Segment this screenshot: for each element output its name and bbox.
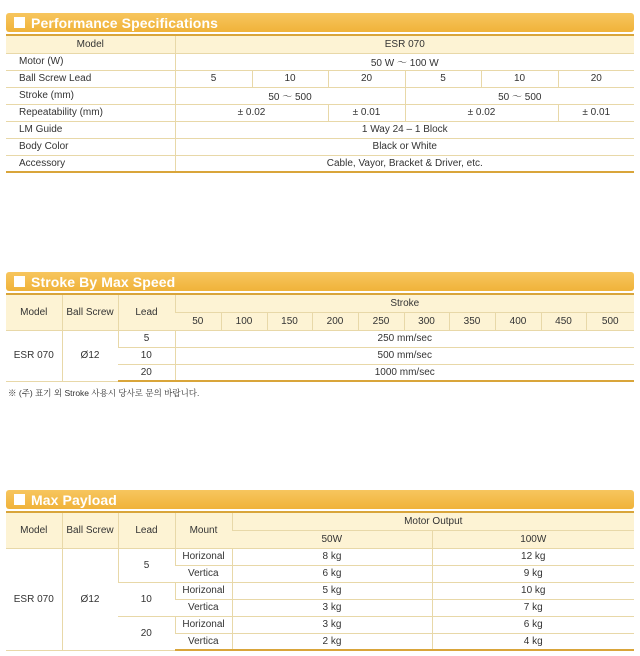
performance-spec-section	[6, 13, 634, 173]
row-label: Repeatability (mm)	[6, 104, 175, 121]
lead-cell: 5	[118, 548, 175, 582]
cell-value: 5	[175, 70, 252, 87]
table-row	[6, 294, 634, 312]
stroke-column-header: 400	[495, 312, 541, 330]
mount-cell: Vertica	[175, 599, 232, 616]
cell-value: ± 0.01	[558, 104, 634, 121]
row-label: Motor (W)	[6, 53, 175, 70]
mount-cell: Horizonal	[175, 582, 232, 599]
table-row	[6, 35, 634, 53]
model-header: Model	[6, 294, 62, 330]
payload-cell: 2 kg	[232, 633, 432, 650]
cell-value: 10	[481, 70, 558, 87]
table-row	[6, 87, 634, 104]
cell-value: ± 0.02	[405, 104, 558, 121]
table-row	[6, 512, 634, 530]
stroke-column-header: 150	[267, 312, 312, 330]
stroke-speed-section	[6, 272, 634, 382]
payload-cell: 5 kg	[232, 582, 432, 599]
payload-cell: 7 kg	[432, 599, 634, 616]
lead-header: Lead	[118, 512, 175, 548]
mount-header: Mount	[175, 512, 232, 548]
section-header-bar	[6, 13, 634, 32]
section-title: Stroke By Max Speed	[31, 273, 176, 290]
lead-cell: 20	[118, 364, 175, 381]
table-row	[6, 155, 634, 172]
cell-value: Cable, Vayor, Bracket & Driver, etc.	[175, 155, 634, 172]
table-row	[6, 548, 634, 565]
row-label: LM Guide	[6, 121, 175, 138]
square-bullet-icon	[14, 276, 25, 287]
stroke-column-header: 300	[404, 312, 449, 330]
ball-screw-cell: Ø12	[62, 548, 118, 650]
ball-screw-header: Ball Screw	[62, 294, 118, 330]
payload-cell: 6 kg	[232, 565, 432, 582]
table-row	[6, 104, 634, 121]
cell-value: 50 W ～ 100 W	[175, 53, 634, 70]
cell-value: 20	[328, 70, 405, 87]
cell-value: 50 ～ 500	[405, 87, 634, 104]
stroke-header: Stroke	[175, 294, 634, 312]
model-value: ESR 070	[175, 35, 634, 53]
row-label: Ball Screw Lead	[6, 70, 175, 87]
cell-value: ± 0.02	[175, 104, 328, 121]
stroke-column-header: 500	[586, 312, 634, 330]
payload-cell: 10 kg	[432, 582, 634, 599]
cell-value: 10	[252, 70, 328, 87]
lead-cell: 5	[118, 330, 175, 347]
motor-output-header: Motor Output	[232, 512, 634, 530]
table-row	[6, 121, 634, 138]
cell-value: 50 ～ 500	[175, 87, 405, 104]
section-header-bar	[6, 272, 634, 291]
section-title: Max Payload	[31, 491, 117, 508]
model-cell: ESR 070	[6, 330, 62, 381]
payload-cell: 12 kg	[432, 548, 634, 565]
model-cell: ESR 070	[6, 548, 62, 650]
model-header: Model	[6, 512, 62, 548]
lead-header: Lead	[118, 294, 175, 330]
speed-cell: 250 mm/sec	[175, 330, 634, 347]
row-label: Accessory	[6, 155, 175, 172]
mount-cell: Horizonal	[175, 616, 232, 633]
row-label: Stroke (mm)	[6, 87, 175, 104]
stroke-column-header: 200	[312, 312, 358, 330]
stroke-column-header: 50	[175, 312, 221, 330]
stroke-column-header: 100	[221, 312, 267, 330]
ball-screw-header: Ball Screw	[62, 512, 118, 548]
stroke-speed-table	[6, 293, 634, 382]
speed-cell: 1000 mm/sec	[175, 364, 634, 381]
stroke-column-header: 450	[541, 312, 586, 330]
lead-cell: 20	[118, 616, 175, 650]
section-title: Performance Specifications	[31, 14, 218, 31]
mount-cell: Horizonal	[175, 548, 232, 565]
payload-cell: 4 kg	[432, 633, 634, 650]
table-row	[6, 330, 634, 347]
max-payload-section	[6, 490, 634, 651]
section-header-bar	[6, 490, 634, 509]
payload-cell: 8 kg	[232, 548, 432, 565]
model-header: Model	[6, 35, 175, 53]
cell-value: Black or White	[175, 138, 634, 155]
mount-cell: Vertica	[175, 633, 232, 650]
footnote: ※ (주) 표기 외 Stroke 사용시 당사로 문의 바랍니다.	[8, 388, 200, 398]
cell-value: 20	[558, 70, 634, 87]
lead-cell: 10	[118, 582, 175, 616]
table-row	[6, 70, 634, 87]
performance-spec-table	[6, 34, 634, 173]
speed-cell: 500 mm/sec	[175, 347, 634, 364]
ball-screw-cell: Ø12	[62, 330, 118, 381]
cell-value: ± 0.01	[328, 104, 405, 121]
stroke-column-header: 350	[449, 312, 495, 330]
payload-cell: 3 kg	[232, 616, 432, 633]
square-bullet-icon	[14, 494, 25, 505]
cell-value: 5	[405, 70, 481, 87]
payload-cell: 6 kg	[432, 616, 634, 633]
mount-cell: Vertica	[175, 565, 232, 582]
table-row	[6, 53, 634, 70]
table-row	[6, 138, 634, 155]
lead-cell: 10	[118, 347, 175, 364]
stroke-column-header: 250	[358, 312, 404, 330]
50w-header: 50W	[232, 530, 432, 548]
square-bullet-icon	[14, 17, 25, 28]
row-label: Body Color	[6, 138, 175, 155]
cell-value: 1 Way 24 – 1 Block	[175, 121, 634, 138]
payload-cell: 9 kg	[432, 565, 634, 582]
max-payload-table	[6, 511, 634, 651]
payload-cell: 3 kg	[232, 599, 432, 616]
100w-header: 100W	[432, 530, 634, 548]
